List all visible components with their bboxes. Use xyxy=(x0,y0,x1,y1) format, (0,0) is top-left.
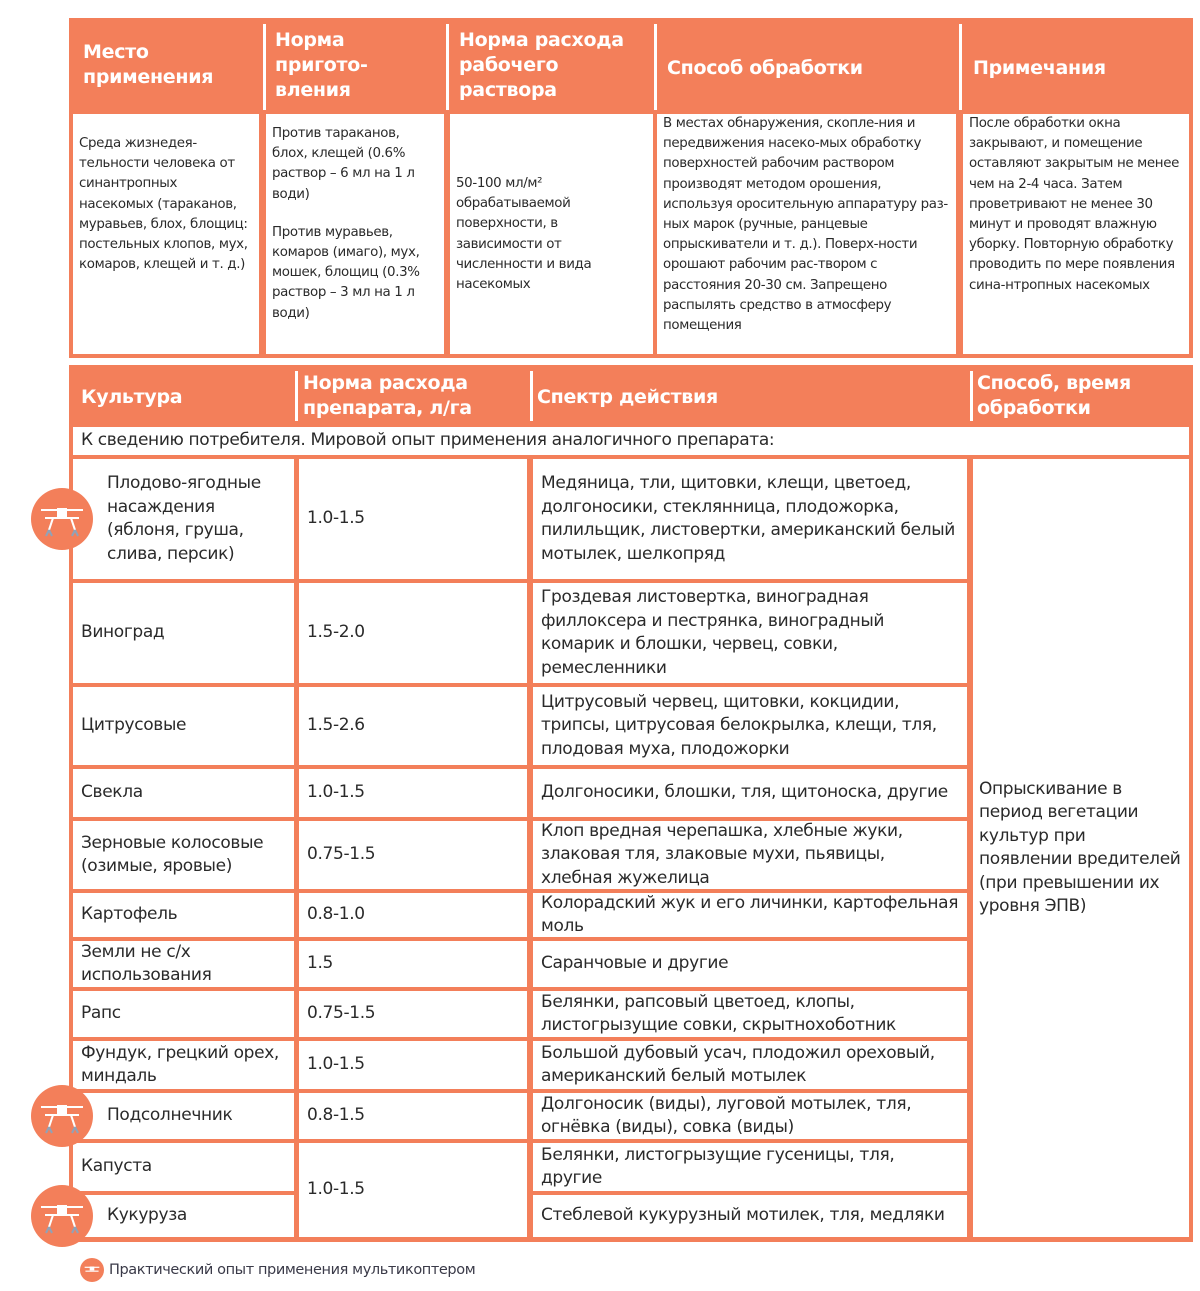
header-crop: Культура xyxy=(81,386,183,408)
crop-cell: Фундук, грецкий орех, миндаль xyxy=(73,1041,294,1089)
rate-cell: 1.5-2.6 xyxy=(299,687,527,765)
spectrum-cell: Клоп вредная черепашка, хлебные жуки, злаковая тля, злаковые мухи, пьявицы, хлебная жужелица xyxy=(533,821,967,889)
header-divider xyxy=(970,371,973,421)
header-place: Место применения xyxy=(83,41,214,88)
cell-method: В местах обнаружения, скопле-ния и передвижения насеко-мых обработку поверхностей рабочим раствором производят методом орошения, используя оросительную аппаратуру раз-ных марок (ручные, ранцевые опрыскиватели и т. д.). Поверх-ности орошают рабочим рас-твором с расстояния 20-30 см. Запрещено распылять средство в атмосферу помещения xyxy=(657,114,956,354)
spectrum-cell: Медяница, тли, щитовки, клещи, цветоед, долгоносики, стеклянница, плодожорка, пилильщик, листовертки, американский белый мотылек, шелкопряд xyxy=(533,459,967,579)
cell-notes: После обработки окна закрывают, и помещение оставляют закрытым не менее чем на 2-4 часа. Затем проветривают не менее 30 минут и проводят влажную уборку. Повторную обработку проводить по мере появления сина-нтропных насекомых xyxy=(963,114,1189,354)
spectrum-cell: Долгоносик (виды), луговой мотылек, тля, огнёвка (виды), совка (виды) xyxy=(533,1093,967,1139)
multicopter-drone-icon xyxy=(80,1258,104,1282)
crop-cell: Кукуруза xyxy=(73,1195,294,1237)
disinfection-table xyxy=(69,18,1193,358)
preparation-strong: Против тараканов, блох, клещей (0.6% раствор – 6 мл на 1 л води) xyxy=(272,126,415,202)
header-divider xyxy=(263,24,266,110)
header-divider xyxy=(959,24,962,110)
cell-preparation xyxy=(266,114,444,354)
rate-cell: 0.8-1.0 xyxy=(299,893,527,937)
spectrum-cell: Цитрусовый червец, щитовки, кокцидии, трипсы, цитрусовая белокрылка, клещи, тля, плодовая муха, плодожорки xyxy=(533,687,967,765)
header-divider xyxy=(295,371,298,421)
multicopter-drone-icon xyxy=(31,1185,93,1247)
cell-rate: 50-100 мл/м² обрабатываемой поверхности, в зависимости от численности и вида насекомых xyxy=(450,114,653,354)
spectrum-cell: Долгоносики, блошки, тля, щитоноска, другие xyxy=(533,769,967,817)
crop-table xyxy=(69,365,1193,1242)
crop-cell: Картофель xyxy=(73,893,294,937)
rate-cell: 1.0-1.5 xyxy=(299,1041,527,1089)
rate-cell: 0.75-1.5 xyxy=(299,821,527,889)
crop-cell: Цитрусовые xyxy=(73,687,294,765)
header-divider xyxy=(446,24,449,110)
spectrum-cell: Саранчовые и другие xyxy=(533,941,967,987)
multicopter-drone-icon xyxy=(31,488,93,550)
crop-cell: Капуста xyxy=(73,1143,294,1191)
rate-cell-merged: 1.0-1.5 xyxy=(299,1143,527,1237)
spectrum-cell: Белянки, листогрызущие гусеницы, тля, другие xyxy=(533,1143,967,1191)
notice-row: К сведению потребителя. Мировой опыт применения аналогичного препарата: xyxy=(73,427,1189,455)
header-preparation: Норма пригото-вления xyxy=(275,29,368,101)
crop-cell: Рапс xyxy=(73,991,294,1037)
cell-place: Среда жизнедея-тельности человека от синантропных насекомых (тараканов, муравьев, блох, блощиц: постельных клопов, мух, комаров, клещей и т. д.) xyxy=(73,114,259,354)
crop-cell: Зерновые колосовые (озимые, яровые) xyxy=(73,821,294,889)
crop-cell: Плодово-ягодные насаждения (яблоня, груша, слива, персик) xyxy=(73,459,294,579)
header-rate: Норма расхода рабочего раствора xyxy=(459,29,624,101)
cell-method-all: Опрыскивание в период вегетации культур при появлении вредителей (при превышении их уровня ЭПВ) xyxy=(973,459,1189,1237)
rate-cell: 0.8-1.5 xyxy=(299,1093,527,1139)
rate-cell: 0.75-1.5 xyxy=(299,991,527,1037)
header-method-time: Способ, время обработки xyxy=(977,372,1131,419)
header-method: Способ обработки xyxy=(667,57,863,79)
header-divider xyxy=(530,371,533,421)
spectrum-cell: Гроздевая листовертка, виноградная филлоксера и пестрянка, виноградный комарик и блошки, червец, совки, ремесленники xyxy=(533,583,967,683)
header-spectrum: Спектр действия xyxy=(537,386,718,408)
preparation-weak: Против муравьев, комаров (имаго), мух, мошек, блощиц (0.3% раствор – 3 мл на 1 л води) xyxy=(272,224,420,321)
rate-cell: 1.0-1.5 xyxy=(299,459,527,579)
legend-text: Практический опыт применения мультикоптером xyxy=(109,1262,476,1278)
legend xyxy=(80,1258,475,1282)
header-notes: Примечания xyxy=(973,57,1106,79)
spectrum-cell: Стеблевой кукурузный мотилек, тля, медляки xyxy=(533,1195,967,1237)
header-divider xyxy=(654,24,657,110)
rate-cell: 1.0-1.5 xyxy=(299,769,527,817)
spectrum-cell: Большой дубовый усач, плодожил ореховый, американский белый мотылек xyxy=(533,1041,967,1089)
spectrum-cell: Белянки, рапсовый цветоед, клопы, листогрызущие совки, скрытнохоботник xyxy=(533,991,967,1037)
spectrum-cell: Колорадский жук и его личинки, картофельная моль xyxy=(533,893,967,937)
rate-cell: 1.5 xyxy=(299,941,527,987)
header-rate: Норма расхода препарата, л/га xyxy=(303,372,472,419)
rate-cell: 1.5-2.0 xyxy=(299,583,527,683)
crop-cell: Земли не с/х использования xyxy=(73,941,294,987)
crop-cell: Свекла xyxy=(73,769,294,817)
multicopter-drone-icon xyxy=(31,1085,93,1147)
crop-cell: Виноград xyxy=(73,583,294,683)
crop-cell: Подсолнечник xyxy=(73,1093,294,1139)
